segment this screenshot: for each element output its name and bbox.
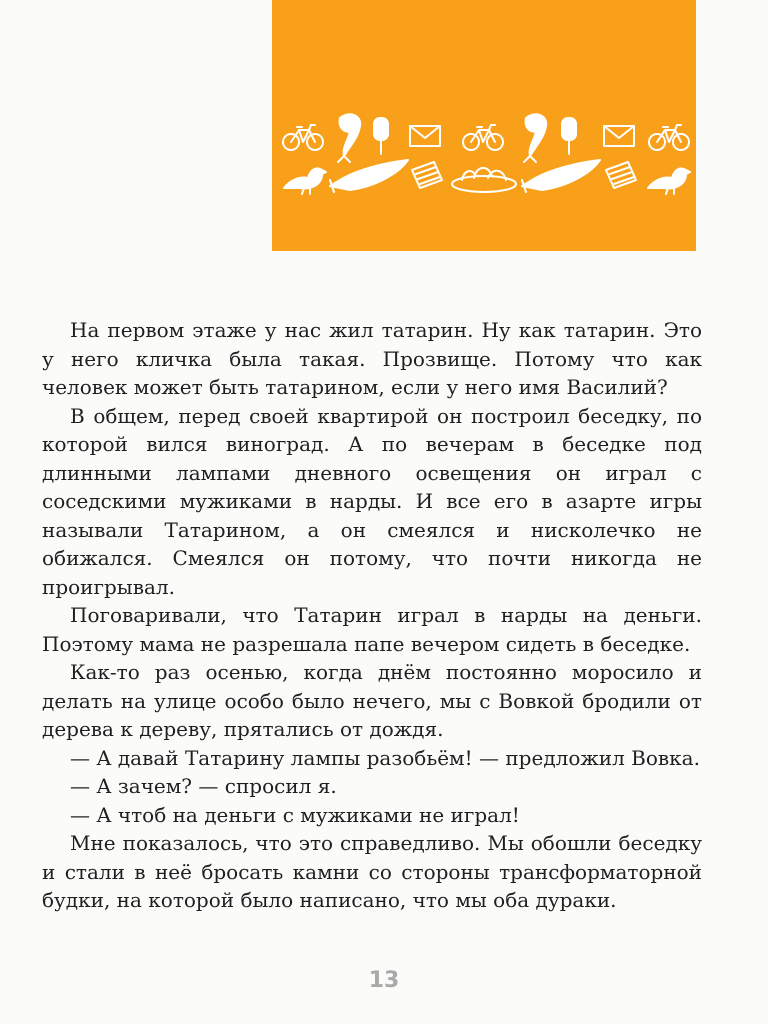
- header-illustration: [272, 0, 696, 251]
- dumplings-icon: [452, 168, 516, 192]
- fish-icon: [338, 114, 360, 162]
- bicycle-icon: [649, 125, 689, 150]
- paragraph: На первом этаже у нас жил татарин. Ну как татарин. Это у него кличка была такая. Прозвище. Потому что как человек может быть татарином, если у него имя Василий?: [42, 318, 702, 399]
- bird-icon: [284, 168, 326, 194]
- paragraph: Мне показалось, что это справедливо. Мы обошли беседку и стали в неё бросать камни со стороны трансформаторной будки, на которой было написано, что мы оба дураки.: [42, 831, 702, 912]
- popsicle-icon: [374, 118, 388, 154]
- envelope-icon: [410, 126, 440, 146]
- dialogue-line: — А давай Татарину лампы разобьём! — предложил Вовка.: [70, 745, 700, 770]
- paragraph: Как-то раз осенью, когда днём постоянно моросило и делать на улице особо было нечего, мы с Вовкой бродили от дерева к дереву, прятались от дождя.: [42, 660, 702, 741]
- book-icon: [412, 162, 442, 188]
- bicycle-icon: [463, 125, 503, 150]
- paragraph: В общем, перед своей квартирой он построил беседку, по которой вился виноград. А по вечерам в беседке под длинными лампами дневного освещения он играл с соседскими мужиками в нарды. И все его в азарте игры называли Татарином, а он смеялся и нисколечко не обижался. Смеялся он потому, что почти никогда не проигрывал.: [42, 403, 702, 599]
- story-text: [42, 316, 702, 915]
- icon-ornament: [272, 0, 696, 251]
- envelope-icon: [604, 126, 634, 146]
- popsicle-icon: [562, 118, 576, 154]
- bicycle-icon: [283, 125, 323, 150]
- page-number: 13: [368, 968, 400, 993]
- book-icon: [606, 162, 636, 188]
- bird-icon: [648, 168, 690, 194]
- dialogue-line: — А зачем? — спросил я.: [70, 774, 337, 798]
- fish-icon: [524, 114, 546, 162]
- dialogue-line: — А чтоб на деньги с мужиками не играл!: [70, 802, 520, 827]
- fish-fillet-icon: [330, 160, 408, 192]
- paragraph: Поговаривали, что Татарин играл в нарды на деньги. Поэтому мама не разрешала папе вечером сидеть в беседке.: [42, 603, 702, 656]
- fish-fillet-icon: [522, 160, 600, 192]
